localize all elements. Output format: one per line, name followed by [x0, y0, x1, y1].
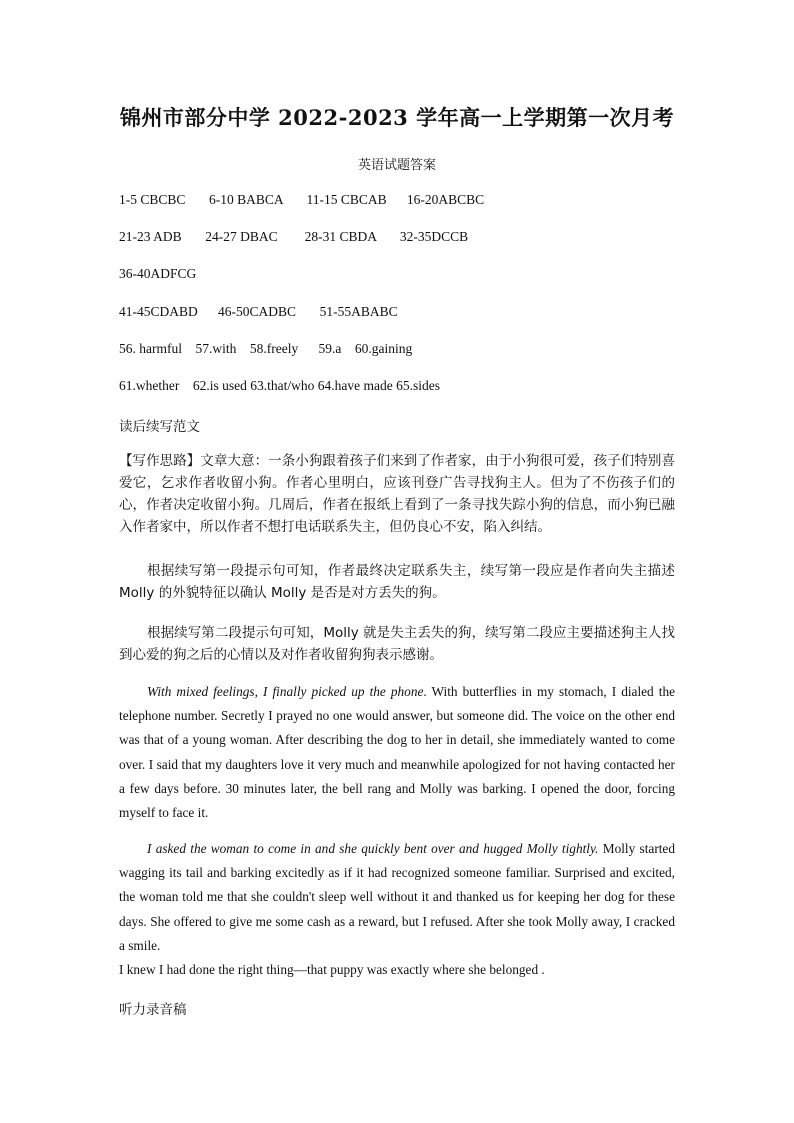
page-title: 锦州市部分中学 2022-2023 学年高一上学期第一次月考	[119, 105, 675, 130]
essay-paragraph-2-body: Molly started wagging its tail and barking excitedly as if it had recognized someone familiar. Surprised and excited, the woman told me that she couldn't sleep well without it and thanked us for keeping her dog for these days. She offered to give me some cash as a reward, but I refused. After she took Molly away, I cracked a smile.	[119, 841, 675, 953]
answer-line: 1-5 CBCBC 6-10 BABCA 11-15 CBCAB 16-20ABCBC	[119, 192, 485, 207]
answer-line: 56. harmful 57.with 58.freely 59.a 60.gaining	[119, 341, 413, 356]
analysis-paragraph-1: 根据续写第一段提示句可知，作者最终决定联系失主，续写第一段应是作者向失主描述 Molly 的外貌特征以确认 Molly 是否是对方丢失的狗。	[119, 563, 675, 601]
essay-paragraph-1	[119, 680, 675, 825]
idea-paragraph: 【写作思路】文章大意：一条小狗跟着孩子们来到了作者家，由于小狗很可爱，孩子们特别喜爱它，乞求作者收留小狗。作者心里明白，应该刊登广告寻找狗主人。但为了不伤孩子们的心，作者决定收留小狗。几周后，作者在报纸上看到了一条寻找失踪小狗的信息，而小狗已融入作者家中，所以作者不想打电话联系失主，但仍良心不安，陷入纠结。	[119, 453, 675, 535]
essay-paragraph-1-lead: With mixed feelings, I finally picked up the phone	[147, 684, 424, 699]
section-heading-listening: 听力录音稿	[119, 1002, 187, 1018]
page-subtitle: 英语试题答案	[357, 158, 436, 173]
answer-line: 21-23 ADB 24-27 DBAC 28-31 CBDA 32-35DCCB	[119, 229, 469, 244]
essay-paragraph-1-body: . With butterflies in my stomach, I dialed the telephone number. Secretly I prayed no one would answer, but someone did. The voice on the other end was that of a young woman. After describing the dog to her in detail, she immediately wanted to come over. I said that my daughters love it very much and meanwhile apologized for not having contacted her a few days before. 30 minutes later, the bell rang and Molly was barking. I opened the door, forcing myself to face it.	[119, 684, 675, 821]
answer-line: 36-40ADFCG	[119, 266, 197, 281]
analysis-paragraph-2: 根据续写第二段提示句可知，Molly 就是失主丢失的狗，续写第二段应主要描述狗主人找到心爱的狗之后的心情以及对作者收留狗狗表示感谢。	[119, 625, 675, 663]
answer-line: 41-45CDABD 46-50CADBC 51-55ABABC	[119, 304, 398, 319]
answer-line: 61.whether 62.is used 63.that/who 64.have made 65.sides	[119, 378, 440, 393]
section-heading-writing: 读后续写范文	[119, 419, 200, 435]
essay-paragraph-2-last-line: I knew I had done the right thing—that puppy was exactly where she belonged .	[119, 962, 545, 978]
essay-paragraph-2-lead: I asked the woman to come in and she quickly bent over and hugged Molly tightly.	[147, 841, 599, 856]
essay-paragraph-2	[119, 837, 675, 982]
